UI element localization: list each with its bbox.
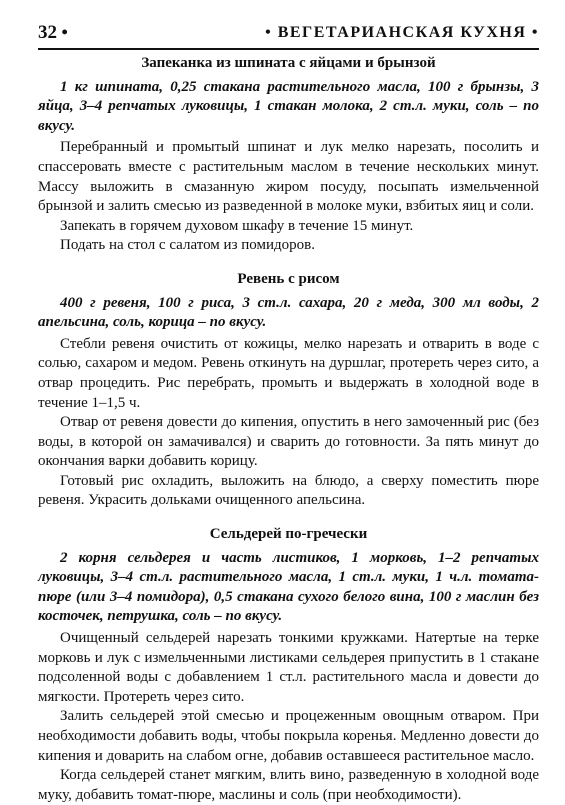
recipe-title: Запеканка из шпината с яйцами и брынзой	[141, 55, 436, 71]
recipe-step: Отвар от ревеня довести до кипения, опустить в него замоченный рис (без воды, в которой он замачивался) и сварить до готовности. За пять минут до окончания варки добавить корицу.	[38, 414, 539, 470]
recipe-celery-greek	[38, 525, 539, 805]
recipe-spinach-casserole	[38, 54, 539, 256]
recipe-ingredients: 2 корня сельдерея и часть листиков, 1 морковь, 1–2 репчатых луковицы, 3–4 ст.л. растительного масла, 1 ст.л. муки, 1 ч.л. томата-пюре (или 3–4 помидора), 0,5 стакана сухого белого вина, 100 г маслин без косточек, петрушка, соль – по вкусу.	[38, 549, 539, 625]
recipe-step: Готовый рис охладить, выложить на блюдо, а сверху поместить пюре ревеня. Украсить дольками очищенного апельсина.	[38, 472, 539, 509]
page-number: 32 •	[38, 22, 68, 43]
recipe-step: Запекать в горячем духовом шкафу в течение 15 минут.	[60, 217, 414, 234]
recipe-step: Залить сельдерей этой смесью и процеженным овощным отваром. При необходимости добавить воды, чтобы покрыла коренья. Медленно довести до кипения и доварить на слабом огне, добавив оставшееся растительное масло.	[38, 708, 539, 764]
recipe-ingredients: 1 кг шпината, 0,25 стакана растительного масла, 100 г брынзы, 3 яйца, 3–4 репчатых луковицы, 1 стакан молока, 2 ст.л. муки, соль – по вкусу.	[38, 78, 539, 134]
header-title: • ВЕГЕТАРИАНСКАЯ КУХНЯ •	[265, 24, 539, 41]
recipe-step: Очищенный сельдерей нарезать тонкими кружками. Натертые на терке морковь и лук с измельченными листиками сельдерея припустить в 1 стакане подсоленной воды с добавлением 1 ст.л. растительного масла и довести до мягкости. Протереть через сито.	[38, 630, 539, 705]
header-bullet: •	[61, 22, 68, 42]
page-content	[38, 54, 539, 805]
recipe-step: Подать на стол с салатом из помидоров.	[60, 237, 315, 254]
recipe-title: Ревень с рисом	[237, 270, 340, 287]
recipe-rhubarb-rice	[38, 270, 539, 511]
recipe-step: Перебранный и промытый шпинат и лук мелко нарезать, посолить и спассеровать вместе с растительным маслом в течение нескольких минут. Массу выложить в смазанную жиром посуду, посыпать измельченной брынзой и залить смесью из разведенной в молоке муки, взбитых яиц и соли.	[38, 139, 539, 215]
running-header	[38, 18, 539, 50]
recipe-ingredients: 400 г ревеня, 100 г риса, 3 ст.л. сахара, 20 г меда, 300 мл воды, 2 апельсина, соль, корица – по вкусу.	[38, 294, 539, 331]
recipe-step: Стебли ревеня очистить от кожицы, мелко нарезать и отварить в воде с солью, сахаром и медом. Ревень откинуть на дуршлаг, протереть через сито, а отвар процедить. Рис перебрать, промыть и выдержать в холодной воде в течение 1–1,5 ч.	[38, 335, 539, 411]
recipe-title: Сельдерей по-гречески	[209, 526, 368, 543]
recipe-step: Когда сельдерей станет мягким, влить вино, разведенную в холодной воде муку, добавить томат-пюре, маслины и соль (при необходимости).	[38, 767, 539, 803]
